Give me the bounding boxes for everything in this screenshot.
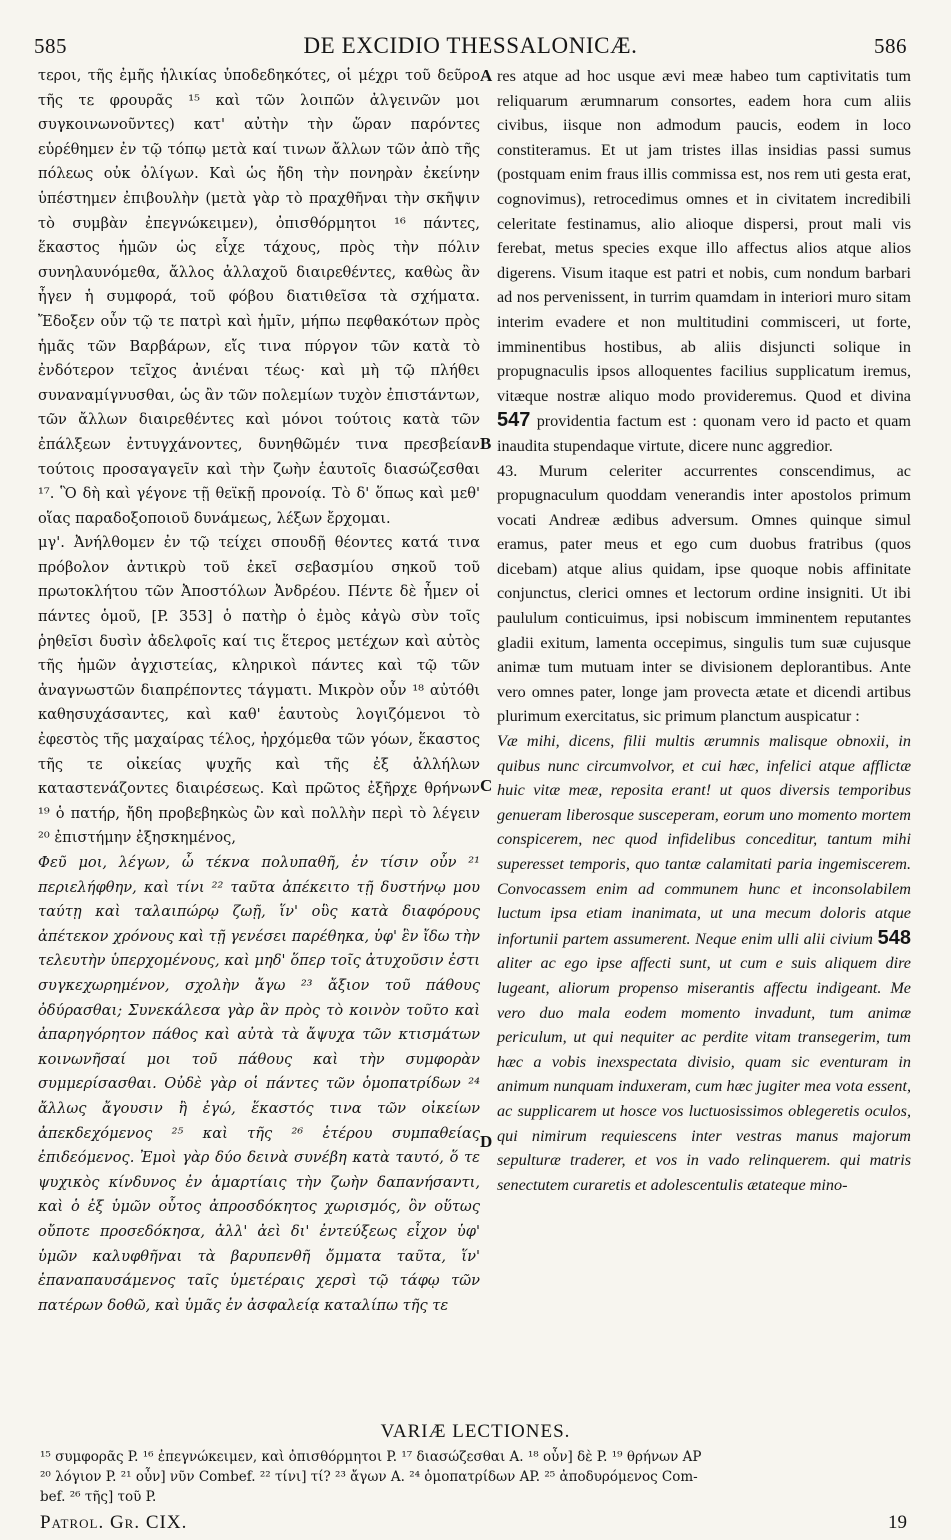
- left-page-number: 585: [34, 33, 67, 58]
- variae-line-2: ²⁰ λόγιον P. ²¹ οὖν] νῦν Combef. ²² τίνι] τί? ²³ ἄγων A. ²⁴ ὁμοπατρίδων AP. ²⁵ ἀποδυρόμενος Com-: [40, 1469, 698, 1485]
- signature-mark: Patrol. Gr. CIX.: [40, 1512, 188, 1533]
- latin-paragraph-1-text-b: providentia factum est : quonam vero id pacto et quam inaudita stupendaque virtute, dicere nunc aggredior.: [497, 412, 911, 455]
- latin-paragraph-1-text-a: res atque ad hoc usque ævi meæ habeo tum captivitatis tum reliquarum ærumnarum consortes, eadem hora cum aliis civibus, iisque non admodum paucis, eodem in loco constiteramus. Et ut jam tristes illas insidias passi sumus (postquam enim fraus illis commissa est, nos rem uti gesta erat, cognovimus), retrocedimus omnes et in civitatem incredibili celeritate festinamus, alio alioque dispersi, prout mali vis ferebat, metus species exque illo affectus alios atque alios digerens. Visum itaque est patri et nobis, cum nondum barbari ad nos pervenissent, in turrim quamdam in interiori muro sitam interim evadere et non multitudini commisceri, ut forte, imminentibus hostibus, ab aliis disjuncti solique in propugnaculis ipsos alloquentes facilius supplicatum iremus, vitæque nostræ aliquo modo provideremus. Quod et divina: [497, 67, 911, 405]
- page-footer: [40, 1512, 907, 1536]
- margin-letter-d: D: [480, 1132, 493, 1151]
- running-header: [34, 30, 907, 62]
- margin-letter-c: C: [480, 776, 493, 795]
- variae-line-3: bef. ²⁶ τῆς] τοῦ P.: [40, 1489, 157, 1505]
- latin-paragraph-3-text-b: aliter ac ego ipse affecti sunt, ut cum e suis aliquem dire lugeant, aliorum propenso miserantis affectu indigeant. Me vero duo mala eodem momento invadunt, tum animæ periculum, ut qui nequiter ac perdite vitam transegerim, tum hæc a vobis inexspectata divisio, quam sic eventuram in animum nunquam induxeram, cum hæc jugiter mea vota essent, ac supplicarem ut hosce vos luctuosissimos oblegeretis oculos, qui nimirum requiescens inter vestras manus majorum sepulturæ traderer, et vos in vado relinquerem. qui matris senectutem curaretis et adolescentulis ætateque mino-: [497, 954, 911, 1194]
- sheet-number: 19: [888, 1512, 907, 1533]
- column-number-547: 547: [497, 409, 531, 432]
- variae-lectiones-title: VARIÆ LECTIONES.: [380, 1421, 571, 1442]
- greek-column: [38, 64, 480, 1318]
- margin-letter-b: B: [480, 434, 492, 453]
- greek-paragraph-3: Φεῦ μοι, λέγων, ὦ τέκνα πολυπαθῆ, ἐν τίσιν οὖν ²¹ περιελήφθην, καὶ τίνι ²² ταῦτα ἀπέκειτο τῇ δυστήνῳ μου ταύτῃ καὶ ταλαιπώρῳ ζωῇ, ἵν' οὓς κατὰ διαφόρους ἀπέτεκον χρόνους καὶ τῇ γενέσει παρέθηκα, ὑφ' ἓν ἴδω τὴν τελευτὴν ὑπερχομένους, καὶ μηδ' ὅπερ τοῖς ἀτυχοῦσιν ἐστι συγκεχωρημένον, σχολὴν ἄγω ²³ ἄξιον τοῦ πάθους ὀδύρασθαι; Συνεκάλεσα γὰρ ἂν πρὸς τὸ κοινὸν τοῦτο καὶ ἀπαρηγόρητον πάθος καὶ αὐτὰ τὰ ἄψυχα τῶν κτισμάτων κοινωνῆσαί μοι τοῦ πάθους καὶ τὴν συμφορὰν συμμερίσασθαι. Οὐδὲ γὰρ οἱ πάντες τῶν ὁμοπατρίδων ²⁴ ἄλλως ἄγουσιν ἢ ἐγώ, ἕκαστός τινα τῶν οἰκείων ἀπεκδεχόμενος ²⁵ καὶ τῆς ²⁶ ἑτέρου συμπαθείας ἐπιδεόμενος. Ἐμοὶ γὰρ δύο δεινὰ συνέβη κατὰ ταυτό, ὅ τε ψυχικὸς κίνδυνος ἐν ἁμαρτίαις τὴν ζωὴν δαπανήσαντι, καὶ ὁ ἐξ ὑμῶν οὗτος ἀπροσδόκητος χωρισμός, ὃν οὕτως οὔποτε προσεδόκησα, ἀλλ' ἀεὶ δι' ἐντεύξεως εἶχον ὑφ' ὑμῶν καλυφθῆναι τὰ βαρυπενθῆ ὄμματα ταῦτα, ἵν' ἐπαναπαυσάμενος ταῖς ὑμετέραις χερσὶ τῷ τάφῳ τῶν πατέρων δοθῶ, καὶ ὑμᾶς ἐν ἀσφαλείᾳ καταλίπω τῆς τε: [38, 854, 480, 1314]
- page-title: DE EXCIDIO THESSALONICÆ.: [303, 33, 638, 58]
- right-page-number: 586: [874, 33, 907, 58]
- column-number-548: 548: [877, 926, 912, 949]
- latin-paragraph-3-text-a: Væ mihi, dicens, filii multis ærumnis malisque obnoxii, in quibus nunc circumvolvor, et cui hæc, infelici atque afflictæ huic vitæ meæ, reposita erant! ut quos diversis temporibus genueram liberosque susceperam, eorum uno momento mortem conspicerem, nec quod infidelibus conceditur, tantum mihi superesset temporis, quo tantæ calamitati paria ingemiscerem. Convocassem enim ad communem hunc et inconsolabilem luctum ipsa etiam inanimata, ut una mecum doloris atque infortunii partem assumerent. Neque enim ulli alii civium: [497, 732, 911, 948]
- latin-paragraph-2: 43. Murum celeriter accurrentes conscendimus, ac propugnaculum quoddam venerandis inter apostolos primum vocati Andreæ ædibus adversum. Omnes quinque simul eramus, pater meus et ego cum duobus fratribus (quos dicebam) atque alius quidam, ipse quoque nobis affinitate conjunctus, clerici omnes et lectorum ordine insigniti. Ut ibi paululum conticuimus, ipsi nobiscum imminentem reputantes gladii exitum, lamenta occepimus, singulis tum suæ cujusque animæ tum mutuam inter se divisionem deplorantibus. Ante vero omnes pater, longe jam provecta ætate et dicendi artibus plurimum exercitatus, sic primum planctum auspicatur :: [497, 461, 911, 726]
- variae-line-1: ¹⁵ συμφορᾶς P. ¹⁶ ἐπεγνώκειμεν, καὶ ὀπισθόρμητοι P. ¹⁷ διασώζεσθαι A. ¹⁸ οὖν] δὲ P. ¹⁹ θρήνων AP: [40, 1449, 702, 1465]
- margin-letter-a: A: [480, 66, 493, 85]
- latin-paragraph-1: [497, 64, 911, 459]
- latin-column: [497, 64, 911, 1197]
- latin-paragraph-3: [497, 729, 911, 1197]
- greek-paragraph-1: τεροι, τῆς ἐμῆς ἡλικίας ὑποδεδηκότες, οἱ μέχρι τοῦ δεῦρο τῆς τε φρουρᾶς ¹⁵ καὶ τῶν λοιπῶν ἀλγεινῶν μοι συγκοινωνοῦντες) κατ' αὐτὴν τὴν ὥραν παρόντες εὑρέθημεν ἐν τῷ τόπῳ μετὰ καί τινων ἄλλων τῶν ἀπὸ τῆς πόλεως οὐκ ὀλίγων. Καὶ ὡς ἤδη τὴν πονηρὰν ἐκείνην ὑπέστημεν ἐπιβουλὴν (μετὰ γὰρ τὸ πραχθῆναι τὴν σκῆψιν τὸ συμβὰν ἐπεγνώκειμεν), ὀπισθόρμητοι ¹⁶ πάντες, ἕκαστος ἡμῶν ὡς εἶχε τάχους, πρὸς τὴν πόλιν συνηλαυνόμεθα, ἄλλος ἀλλαχοῦ διαιρεθέντες, καθὼς ἂν ἦγεν ἡ συμφορά, τοῦ φόβου διατιθεῖσα τὰ σχήματα. Ἔδοξεν οὖν τῷ τε πατρὶ καὶ ἡμῖν, μήπω πεφθακότων πρὸς ἡμᾶς τῶν Βαρβάρων, εἴς τινα πύργον τῶν κατὰ τὸ ἐνδότερον τεῖχος ἀνιέναι τέως· καὶ μὴ τῷ πλήθει συναναμίγνυσθαι, ὡς ἂν τῶν πολεμίων τυχὸν ἐπιστάντων, τῶν ἄλλων διαιρεθέντες καὶ μόνοι τούτοις κατὰ τῶν ἐπάλξεων ἐντυγχάνοντες, δυνηθῶμέν τινα πρεσβείαν τούτοις προσαγαγεῖν καὶ τὴν ζωὴν ἑαυτοῖς διασώζεσθαι ¹⁷. Ὃ δὴ καὶ γέγονε τῇ θεϊκῇ προνοίᾳ. Τὸ δ' ὅπως καὶ μεθ' οἵας παραδοξοποιοῦ δυνάμεως, λέξων ἔρχομαι.: [38, 67, 480, 527]
- variae-lectiones: [40, 1447, 907, 1507]
- greek-paragraph-2: μγ'. Ἀνήλθομεν ἐν τῷ τείχει σπουδῇ θέοντες κατά τινα πρόβολον ἀντικρὺ τοῦ ἐκεῖ σεβασμίου σηκοῦ τοῦ πρωτοκλήτου τῶν Ἀποστόλων Ἀνδρέου. Πέντε δὲ ἦμεν οἱ πάντες ὁμοῦ, [P. 353] ὁ πατὴρ ὁ ἐμὸς κἀγὼ σὺν τοῖς ῥηθεῖσι δυσὶν ἀδελφοῖς καί τις ἕτερος μετέχων καὶ αὐτὸς τῆς ἡμῶν ἀγχιστείας, κληρικοὶ πάντες καὶ τῷ τῶν ἀναγνωστῶν διαπρέποντες τάγματι. Μικρὸν οὖν ¹⁸ αὐτόθι καθησυχάσαντες, καὶ καθ' ἑαυτοὺς λογιζόμενοι τὸ ἐφεστὸς τῆς μαχαίρας τέλος, ἠρχόμεθα τῶν γόων, ἕκαστος τῆς τε οἰκείας ψυχῆς καὶ τῆς ἐξ ἀλλήλων καταστενάζοντες διαιρέσεως. Καὶ πρῶτος ἐξῆρχε θρήνων ¹⁹ ὁ πατήρ, ἤδη προβεβηκὼς ὢν καὶ πολλὴν περὶ τὸ λέγειν ²⁰ ἐπιστήμην ἐξησκημένος,: [38, 534, 480, 847]
